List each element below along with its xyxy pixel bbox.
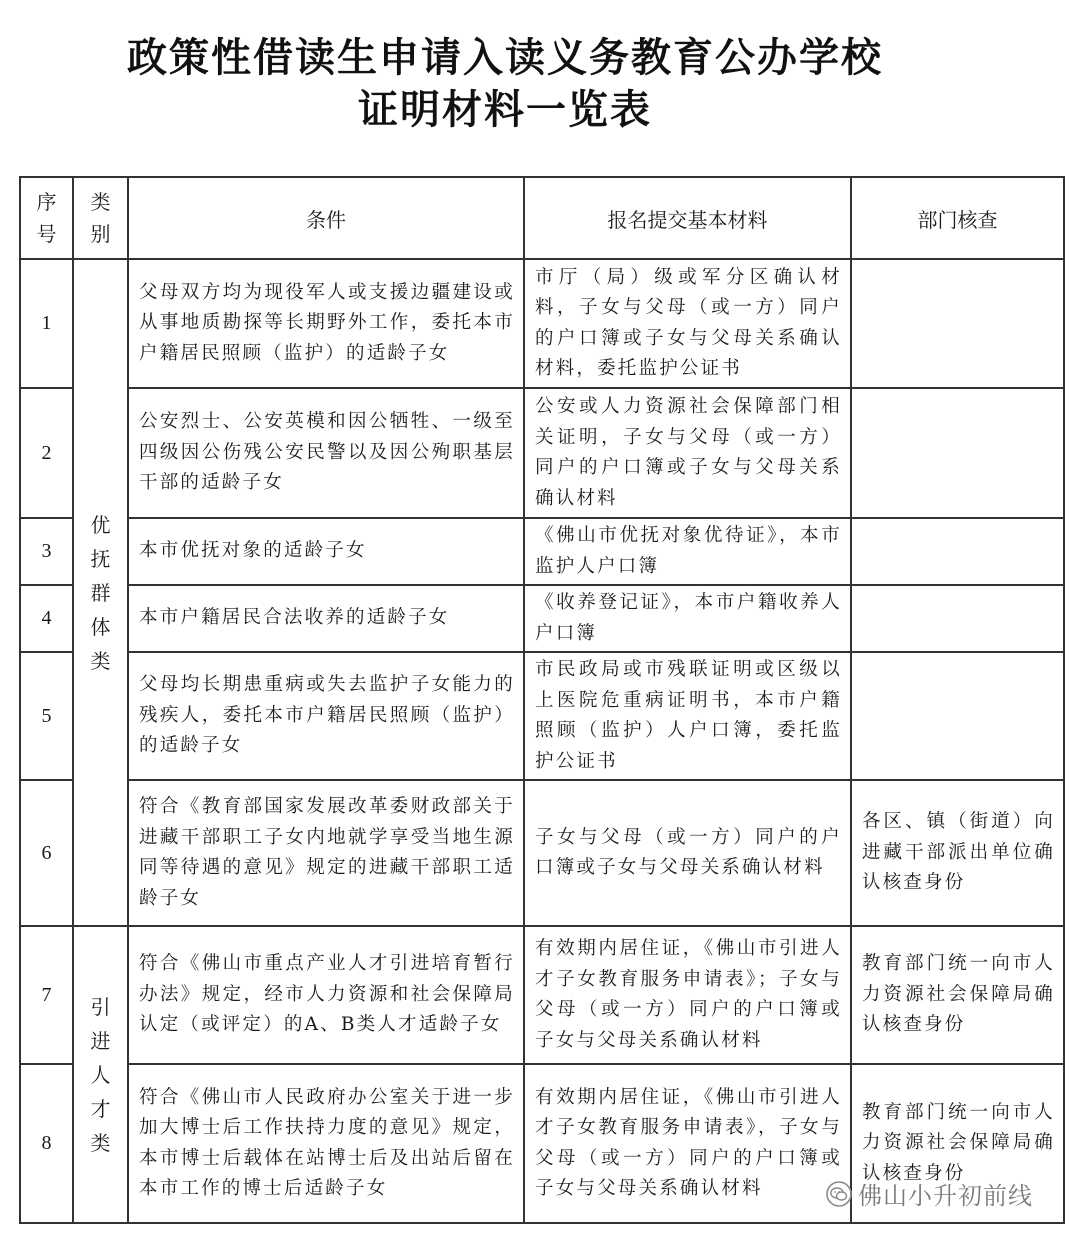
row-number: 6 xyxy=(20,780,73,926)
verification-cell xyxy=(851,585,1064,652)
table-row xyxy=(20,780,1064,926)
materials-table xyxy=(19,176,1065,1224)
category-label: 引进人才类 xyxy=(90,994,111,1155)
condition-cell: 符合《佛山市重点产业人才引进培育暂行办法》规定，经市人力资源和社会保障局认定（或评定）的A、B类人才适龄子女 xyxy=(128,926,524,1064)
row-number: 4 xyxy=(20,585,73,652)
header-materials: 报名提交基本材料 xyxy=(524,177,851,259)
condition-cell: 公安烈士、公安英模和因公牺牲、一级至四级因公伤残公安民警以及因公殉职基层干部的适龄子女 xyxy=(128,388,524,518)
page-title: 政策性借读生申请入读义务教育公办学校 xyxy=(127,35,883,81)
table-row xyxy=(20,259,1064,388)
condition-cell: 父母均长期患重病或失去监护子女能力的残疾人，委托本市户籍居民照顾（监护）的适龄子女 xyxy=(128,652,524,780)
condition-cell: 符合《教育部国家发展改革委财政部关于进藏干部职工子女内地就学享受当地生源同等待遇的意见》规定的进藏干部职工适龄子女 xyxy=(128,780,524,926)
category-youfu xyxy=(73,259,128,926)
verification-cell xyxy=(851,518,1064,585)
materials-cell: 有效期内居住证，《佛山市引进人才子女教育服务申请表》；子女与父母（或一方）同户的户口簿或子女与父母关系确认材料 xyxy=(524,926,851,1064)
verification-cell: 教育部门统一向市人力资源社会保障局确认核查身份 xyxy=(851,926,1064,1064)
table-row xyxy=(20,652,1064,780)
table-row xyxy=(20,388,1064,518)
table-row xyxy=(20,585,1064,652)
materials-cell: 公安或人力资源社会保障部门相关证明，子女与父母（或一方）同户的户口簿或子女与父母关系确认材料 xyxy=(524,388,851,518)
page-subtitle: 证明材料一览表 xyxy=(358,87,652,133)
row-number: 2 xyxy=(20,388,73,518)
table-row xyxy=(20,518,1064,585)
wechat-icon xyxy=(826,1181,852,1207)
watermark-text: 佛山小升初前线 xyxy=(858,1182,1033,1210)
materials-cell: 子女与父母（或一方）同户的户口簿或子女与父母关系确认材料 xyxy=(524,780,851,926)
row-number: 5 xyxy=(20,652,73,780)
verification-cell xyxy=(851,388,1064,518)
category-yinjin xyxy=(73,926,128,1223)
materials-cell: 《收养登记证》，本市户籍收养人户口簿 xyxy=(524,585,851,652)
condition-cell: 本市优抚对象的适龄子女 xyxy=(128,518,524,585)
condition-cell: 父母双方均为现役军人或支援边疆建设或从事地质勘探等长期野外工作，委托本市户籍居民照顾（监护）的适龄子女 xyxy=(128,259,524,388)
table-row xyxy=(20,926,1064,1064)
header-verification: 部门核查 xyxy=(851,177,1064,259)
verification-cell xyxy=(851,652,1064,780)
verification-cell: 教育部门统一向市人力资源社会保障局确认核查身份 xyxy=(851,1064,1064,1223)
header-seq: 序号 xyxy=(20,177,73,259)
row-number: 7 xyxy=(20,926,73,1064)
row-number: 1 xyxy=(20,259,73,388)
materials-cell: 市民政局或市残联证明或区级以上医院危重病证明书，本市户籍照顾（监护）人户口簿，委托监护公证书 xyxy=(524,652,851,780)
row-number: 8 xyxy=(20,1064,73,1223)
watermark xyxy=(826,1176,1033,1211)
verification-cell: 各区、镇（街道）向进藏干部派出单位确认核查身份 xyxy=(851,780,1064,926)
table-header-row xyxy=(20,177,1064,259)
materials-cell: 《佛山市优抚对象优待证》，本市监护人户口簿 xyxy=(524,518,851,585)
materials-cell: 市厅（局）级或军分区确认材料，子女与父母（或一方）同户的户口簿或子女与父母关系确认材料，委托监护公证书 xyxy=(524,259,851,388)
materials-cell: 有效期内居住证，《佛山市引进人才子女教育服务申请表》，子女与父母（或一方）同户的户口簿或子女与父母关系确认材料 xyxy=(524,1064,851,1223)
condition-cell: 符合《佛山市人民政府办公室关于进一步加大博士后工作扶持力度的意见》规定，本市博士后载体在站博士后及出站后留在本市工作的博士后适龄子女 xyxy=(128,1064,524,1223)
row-number: 3 xyxy=(20,518,73,585)
header-category: 类别 xyxy=(73,177,128,259)
condition-cell: 本市户籍居民合法收养的适龄子女 xyxy=(128,585,524,652)
category-label: 优抚群体类 xyxy=(90,512,111,673)
verification-cell xyxy=(851,259,1064,388)
header-condition: 条件 xyxy=(128,177,524,259)
